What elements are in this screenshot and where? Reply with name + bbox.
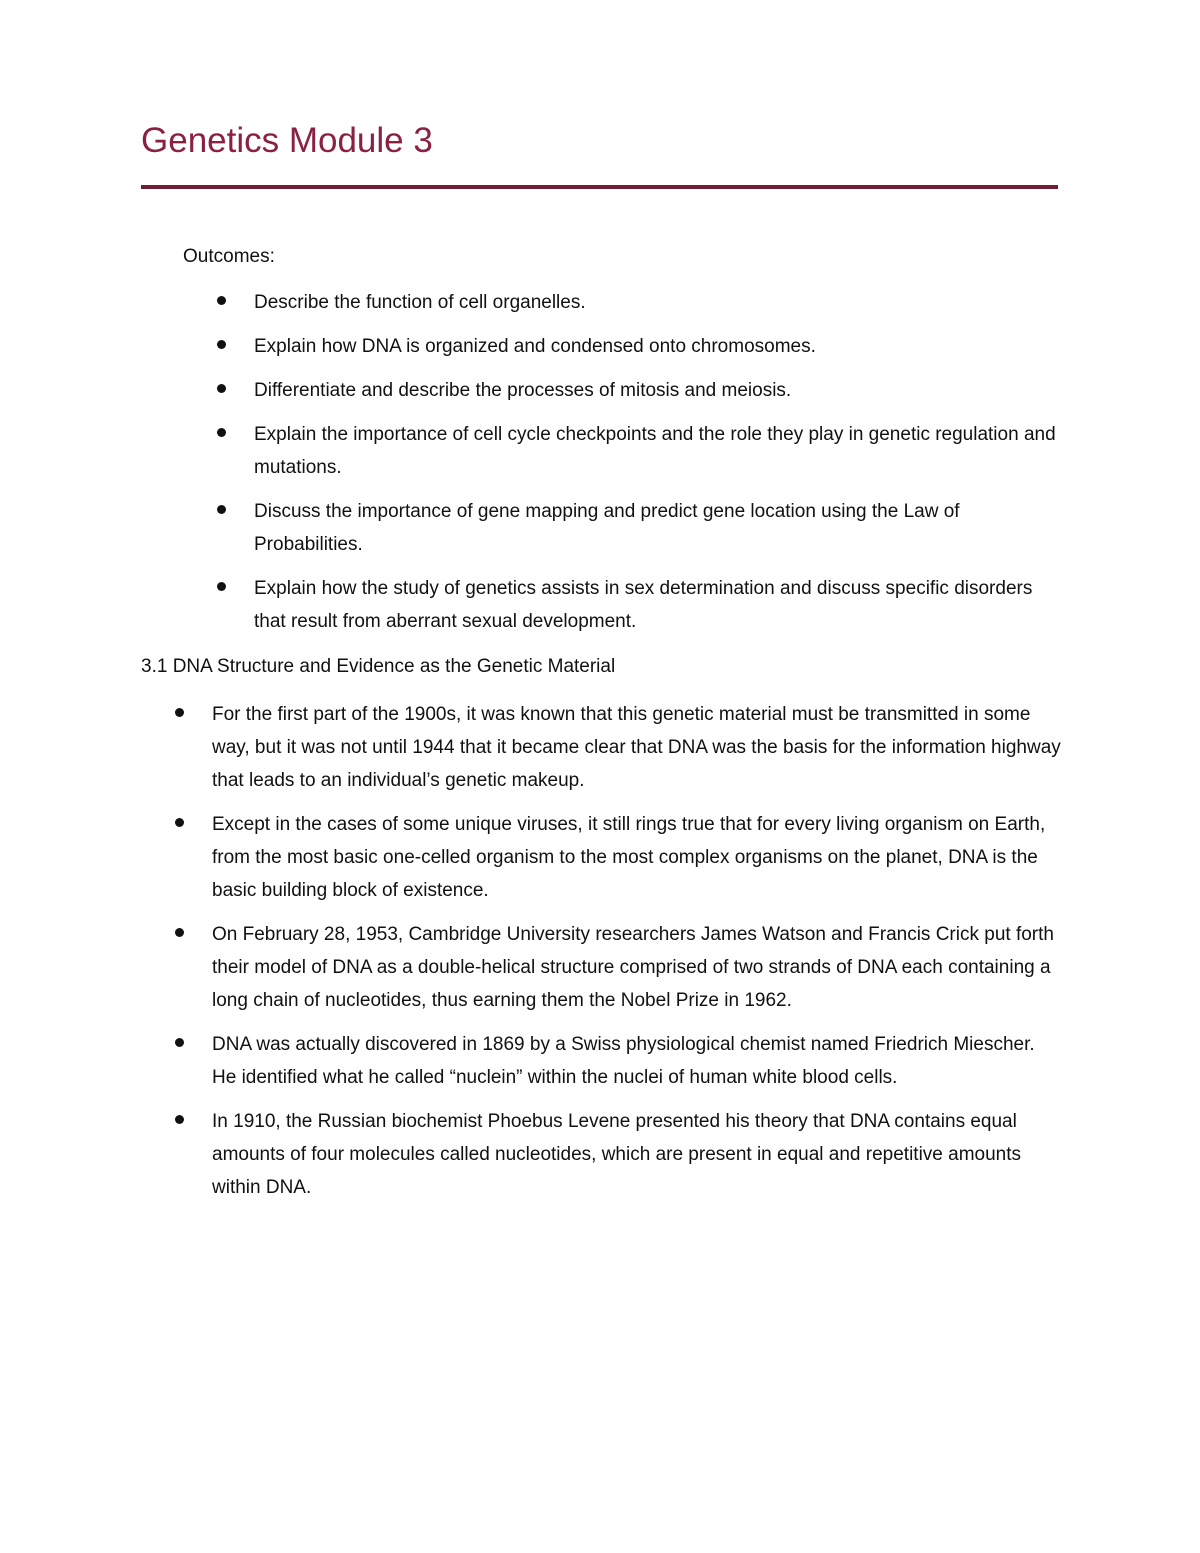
fact-text: In 1910, the Russian biochemist Phoebus Levene presented his theory that DNA contains equal amounts of four molecules called nucleotides, which are present in equal and repetitive amounts within DNA. — [212, 1111, 1022, 1198]
fact-text: For the first part of the 1900s, it was known that this genetic material must be transmitted in some way, but it was not until 1944 that it became clear that DNA was the basis for the information highway that leads to an individual’s genetic makeup. — [212, 704, 1061, 791]
outcome-item — [254, 572, 1064, 638]
fact-text: DNA was actually discovered in 1869 by a Swiss physiological chemist named Friedrich Miescher. He identified what he called “nuclein” within the nuclei of human white blood cells. — [212, 1034, 1035, 1088]
bullet-icon — [217, 505, 226, 514]
outcome-item — [254, 330, 1064, 363]
outcomes-list — [254, 286, 1064, 649]
fact-item — [212, 1105, 1064, 1204]
fact-item — [212, 808, 1064, 907]
bullet-icon — [175, 928, 184, 937]
outcomes-label: Outcomes: — [183, 246, 275, 267]
bullet-icon — [175, 1038, 184, 1047]
fact-text: Except in the cases of some unique viruses, it still rings true that for every living organism on Earth, from the most basic one-celled organism to the most complex organisms on the planet, DNA is the basic building block of existence. — [212, 814, 1046, 901]
outcome-text: Explain how the study of genetics assists in sex determination and discuss specific disorders that result from aberrant sexual development. — [254, 578, 1033, 632]
fact-item — [212, 1028, 1064, 1094]
outcome-item — [254, 418, 1064, 484]
fact-item — [212, 698, 1064, 797]
fact-text: On February 28, 1953, Cambridge University researchers James Watson and Francis Crick put forth their model of DNA as a double-helical structure comprised of two strands of DNA each containing a long chain of nucleotides, thus earning them the Nobel Prize in 1962. — [212, 924, 1054, 1011]
outcome-text: Describe the function of cell organelles. — [254, 292, 586, 313]
bullet-icon — [217, 428, 226, 437]
outcome-text: Explain how DNA is organized and condensed onto chromosomes. — [254, 336, 816, 357]
outcome-item — [254, 374, 1064, 407]
bullet-icon — [175, 708, 184, 717]
bullet-icon — [217, 340, 226, 349]
outcome-item — [254, 286, 1064, 319]
title-underline-divider — [141, 185, 1058, 189]
outcome-text: Explain the importance of cell cycle checkpoints and the role they play in genetic regulation and mutations. — [254, 424, 1056, 478]
dna-facts-list — [212, 698, 1064, 1215]
outcome-text: Discuss the importance of gene mapping and predict gene location using the Law of Probabilities. — [254, 501, 960, 555]
bullet-icon — [217, 296, 226, 305]
outcome-text: Differentiate and describe the processes of mitosis and meiosis. — [254, 380, 792, 401]
bullet-icon — [175, 818, 184, 827]
bullet-icon — [217, 582, 226, 591]
page-title: Genetics Module 3 — [141, 121, 433, 160]
bullet-icon — [175, 1115, 184, 1124]
fact-item — [212, 918, 1064, 1017]
bullet-icon — [217, 384, 226, 393]
outcome-item — [254, 495, 1064, 561]
section-heading: 3.1 DNA Structure and Evidence as the Genetic Material — [141, 656, 616, 677]
